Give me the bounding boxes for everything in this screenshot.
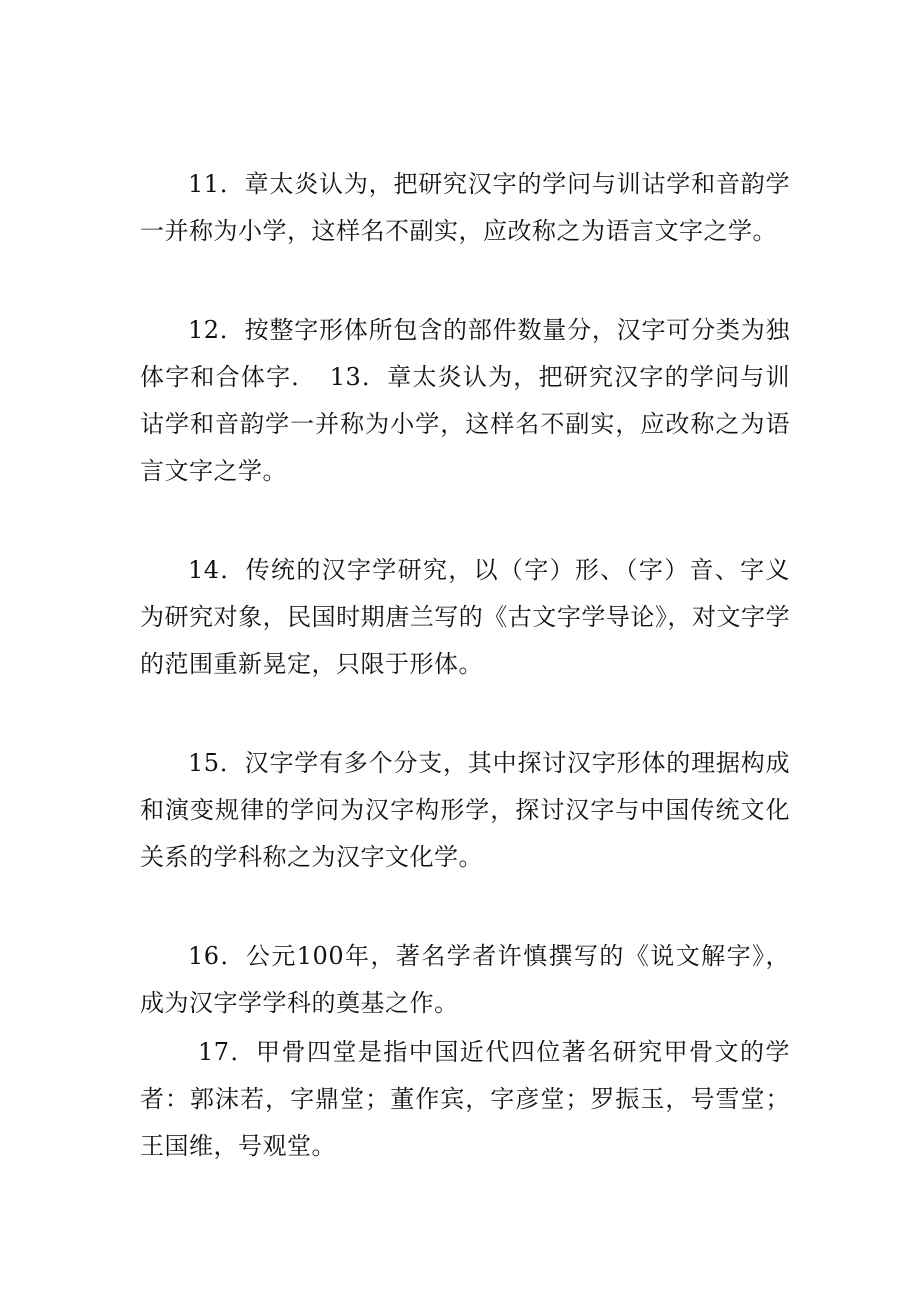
paragraph-11: 11．章太炎认为，把研究汉字的学问与训诂学和音韵学一并称为小学，这样名不副实，应改称之为语言文字之学。 <box>140 170 790 245</box>
paragraph-16: 16．公元100年，著名学者许慎撰写的《说文解字》，成为汉字学学科的奠基之作。 <box>140 942 790 1017</box>
paragraph-17: 17．甲骨四堂是指中国近代四位著名研究甲骨文的学者：郭沫若，字鼎堂；董作宾，字彦堂；罗振玉，号雪堂；王国维，号观堂。 <box>140 1038 790 1160</box>
paragraph-14: 14．传统的汉字学研究，以（字）形、（字）音、字义为研究对象，民国时期唐兰写的《古文字学导论》，对文字学的范围重新晃定，只限于形体。 <box>140 556 790 678</box>
paragraph-15: 15．汉字学有多个分支，其中探讨汉字形体的理据构成和演变规律的学问为汉字构形学，探讨汉字与中国传统文化关系的学科称之为汉字文化学。 <box>140 749 790 871</box>
paragraph-12-13: 12．按整字形体所包含的部件数量分，汉字可分类为独体字和合体字． 13．章太炎认为，把研究汉字的学问与训诂学和音韵学一并称为小学，这样名不副实，应改称之为语言文字之学。 <box>140 316 790 485</box>
